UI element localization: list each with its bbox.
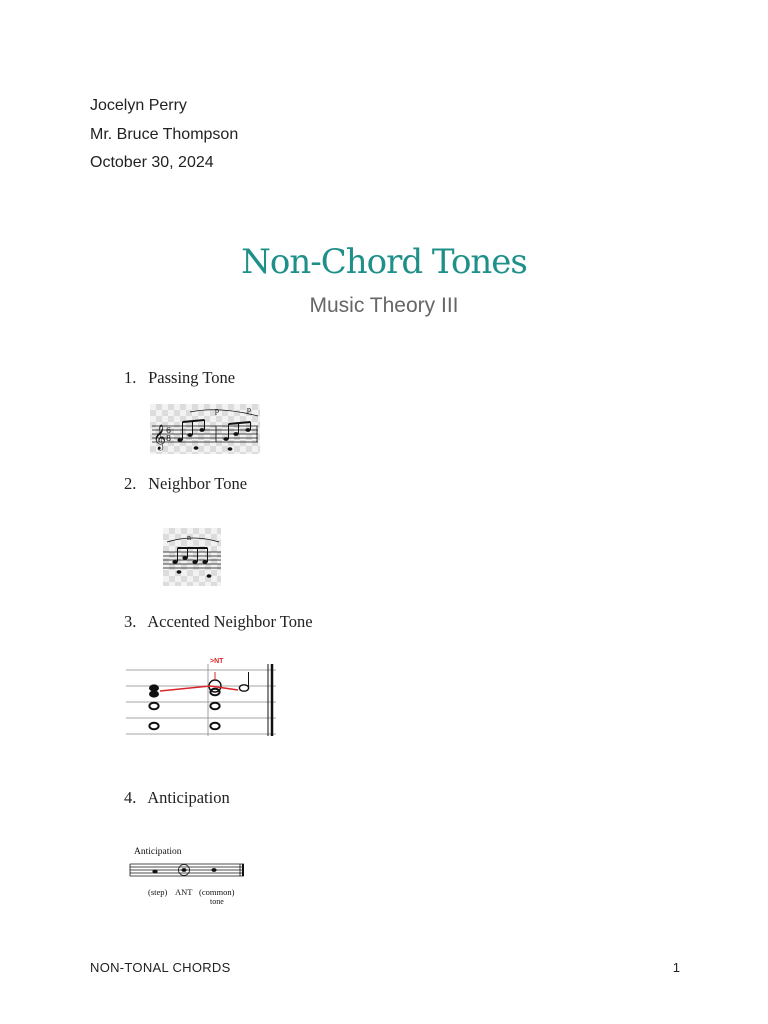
list-item-passing-tone <box>124 368 235 388</box>
document-header <box>90 92 238 178</box>
item-number: 3. <box>124 612 137 631</box>
anticipation-caption-tone: tone <box>210 897 224 906</box>
list-item-neighbor-tone <box>124 474 247 494</box>
passing-mark-2: p <box>247 405 251 414</box>
accented-neighbor-notation <box>126 650 278 742</box>
passing-mark-1: p <box>215 406 219 415</box>
anticipation-caption-common: (common) <box>199 887 235 897</box>
page-number: 1 <box>672 960 680 975</box>
footer-title: NON-TONAL CHORDS <box>90 960 231 975</box>
anticipation-figure <box>128 842 260 910</box>
anticipation-caption-ant: ANT <box>175 887 193 897</box>
page-title: Non-Chord Tones <box>241 242 527 282</box>
page-subtitle: Music Theory III <box>309 294 459 317</box>
treble-clef-icon: 𝄞 <box>153 425 167 450</box>
list-item-accented-neighbor-tone <box>124 612 313 632</box>
document-date: October 30, 2024 <box>90 154 214 171</box>
svg-text:8: 8 <box>166 434 172 443</box>
svg-text:6: 6 <box>166 426 172 435</box>
list-item-anticipation <box>124 788 230 808</box>
neighbor-tone-notation <box>163 528 221 586</box>
passing-tone-figure <box>150 404 260 454</box>
accented-neighbor-mark: >NT <box>210 658 224 665</box>
item-number: 2. <box>124 474 137 493</box>
passing-tone-notation <box>150 404 260 454</box>
student-name: Jocelyn Perry <box>90 97 187 114</box>
item-label: Neighbor Tone <box>148 474 248 493</box>
anticipation-notation <box>128 842 260 910</box>
item-number: 1. <box>124 368 137 387</box>
item-label: Accented Neighbor Tone <box>147 612 313 631</box>
item-label: Anticipation <box>147 788 230 807</box>
accented-neighbor-figure <box>126 650 278 742</box>
item-label: Passing Tone <box>148 368 236 387</box>
teacher-name: Mr. Bruce Thompson <box>90 125 239 143</box>
item-number: 4. <box>124 788 137 807</box>
neighbor-mark: n <box>187 533 191 542</box>
anticipation-figure-title: Anticipation <box>134 847 182 857</box>
anticipation-caption-step: (step) <box>148 887 168 897</box>
neighbor-tone-figure <box>163 528 221 586</box>
